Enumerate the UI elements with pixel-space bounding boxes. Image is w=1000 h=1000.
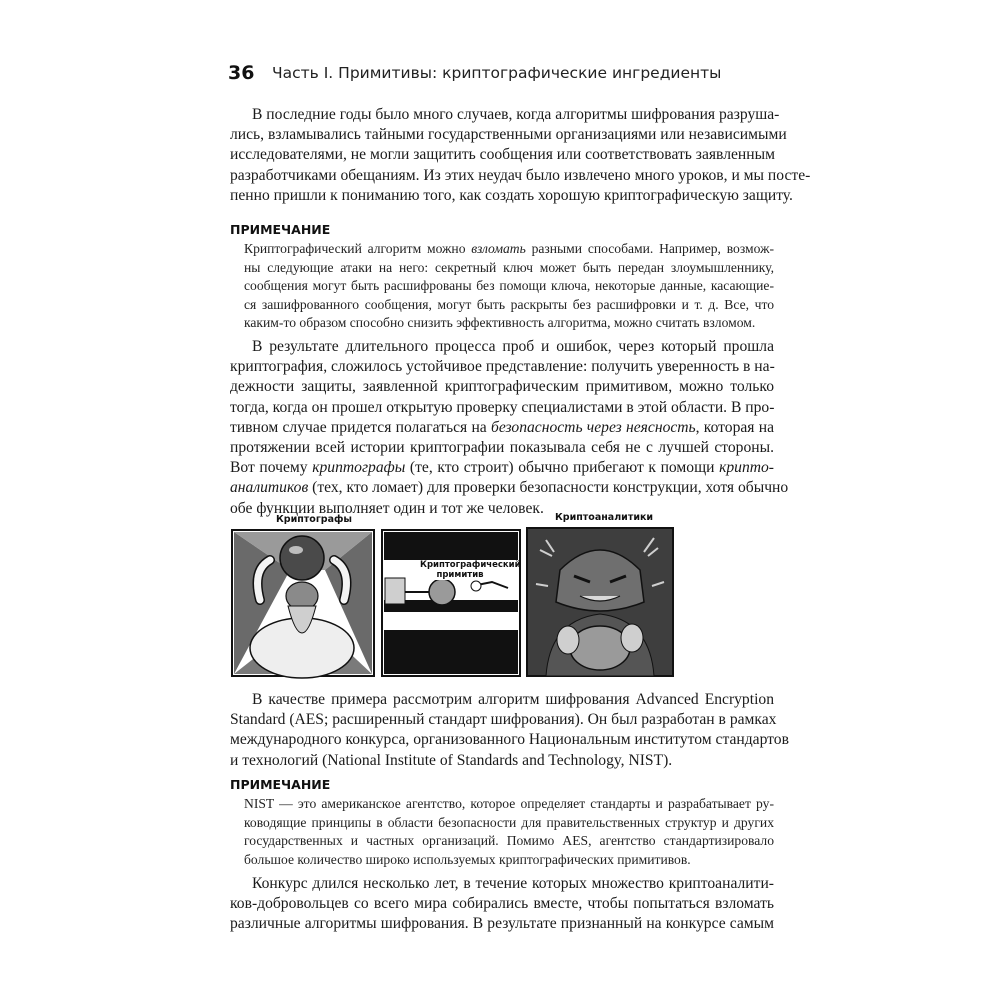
italic-term: аналитиков (230, 479, 309, 497)
text-line: В качестве примера рассмотрим алгоритм шифрования Advanced Encryption (252, 691, 774, 708)
page-number: 36 (228, 62, 255, 84)
comic-panel-cryptanalysts (527, 528, 673, 676)
text-line: сообщения могут быть расшифрованы без помощи ключа, некоторые данные, касающие- (244, 278, 774, 294)
text-run: Криптографический алгоритм можно (244, 241, 472, 256)
text-line: пенно пришли к пониманию того, как создать хорошую криптографическую защиту. (230, 186, 793, 204)
comic-strip (230, 510, 775, 680)
text-line (244, 240, 774, 259)
text-line: государственных и частных организаций. Помимо AES, агентство стандартизировало (244, 833, 774, 849)
text-line: различные алгоритмы шифрования. В результате признанный на конкурсе самым (230, 915, 774, 933)
text-line: международного конкурса, организованного Национальным институтом стандартов (230, 731, 789, 749)
comic-panel-primitive (382, 530, 520, 676)
text-line: каким-то образом способно снизить эффективность алгоритма, можно считать взломом. (244, 315, 756, 331)
text-line: ководящие принципы в области безопасности для правительственных структур и других (244, 814, 774, 830)
text-line: В последние годы было много случаев, когда алгоритмы шифрования разруша- (252, 106, 780, 123)
caption-line: Криптографический (420, 560, 521, 570)
running-title: Часть I. Примитивы: криптографические ингредиенты (272, 64, 722, 82)
note-1 (244, 240, 774, 333)
italic-term: безопасность через неясность (490, 418, 696, 436)
text-line: обе функции выполняет один и тот же человек. (230, 499, 544, 517)
text-line (230, 418, 774, 438)
body-paragraph-4 (230, 874, 774, 935)
text-line: В результате длительного процесса проб и ошибок, через который прошла (252, 338, 774, 355)
text-line: большое количество широко используемых криптографических примитивов. (244, 851, 691, 867)
italic-term: криптографы (312, 459, 406, 477)
text-run: Вот почему (230, 459, 313, 477)
body-paragraph-3 (230, 690, 789, 771)
text-line: дежности защиты, заявленной криптографическим примитивом, можно только (230, 378, 774, 396)
text-line: ся зашифрованного сообщения, могут быть раскрыты без расшифровки и т. д. Все, что (244, 296, 774, 312)
text-run: , которая на (695, 418, 775, 436)
body-paragraph-2 (230, 337, 789, 519)
text-line (230, 458, 774, 478)
comic-caption-cryptanalysts: Криптоаналитики (555, 512, 654, 523)
note-heading-2: ПРИМЕЧАНИЕ (230, 777, 331, 792)
text-line: исследователями, не могли защитить сообщения или соответствовать заявленным (230, 146, 775, 164)
note-heading-1: ПРИМЕЧАНИЕ (230, 222, 331, 237)
text-line: протяжении всей истории криптографии показывала себя не с лучшей стороны. (230, 439, 774, 457)
comic-illustration (230, 510, 775, 680)
text-run: разными способами. Например, возмож- (525, 241, 774, 256)
text-line: NIST — это американское агентство, которое определяет стандарты и разрабатывает ру- (244, 796, 774, 811)
text-line: Standard (AES; расширенный стандарт шифрования). Он был разработан в рамках (230, 711, 777, 729)
text-run: (тех, кто ломает) для проверки безопасности конструкции, хотя обычно (308, 479, 789, 497)
comic-caption-cryptographers: Криптографы (276, 514, 353, 525)
text-run: тивном случае придется полагаться на (230, 418, 491, 436)
text-line: тогда, когда он прошел открытую проверку специалистами в этой области. В про- (230, 398, 775, 416)
comic-caption-primitive (420, 560, 521, 580)
text-line: разработчиками обещаниям. Из этих неудач было извлечено много уроков, и мы посте- (230, 166, 811, 184)
italic-term: взломать (471, 241, 526, 256)
text-line: лись, взламывались тайными государственными организациями или независимыми (230, 126, 787, 144)
text-line: Конкурс длился несколько лет, в течение которых множество криптоаналити- (252, 875, 774, 892)
text-line: ков-добровольцев со всего мира собирались вместе, чтобы попытаться взломать (230, 895, 774, 913)
text-line: ны следующие атаки на него: секретный ключ может быть передан злоумышленнику, (244, 259, 774, 275)
body-paragraph-1 (230, 105, 811, 206)
italic-term: крипто- (719, 459, 774, 477)
note-2 (244, 795, 774, 869)
comic-panel-cryptographers (232, 530, 374, 678)
text-run: (те, кто строит) обычно прибегают к помощи (405, 459, 720, 477)
text-line (230, 478, 789, 498)
caption-line: примитив (436, 570, 484, 580)
text-line: и технологий (National Institute of Standards and Technology, NIST). (230, 751, 673, 769)
text-line: криптография, сложилось устойчивое представление: получить уверенность в на- (230, 358, 775, 376)
